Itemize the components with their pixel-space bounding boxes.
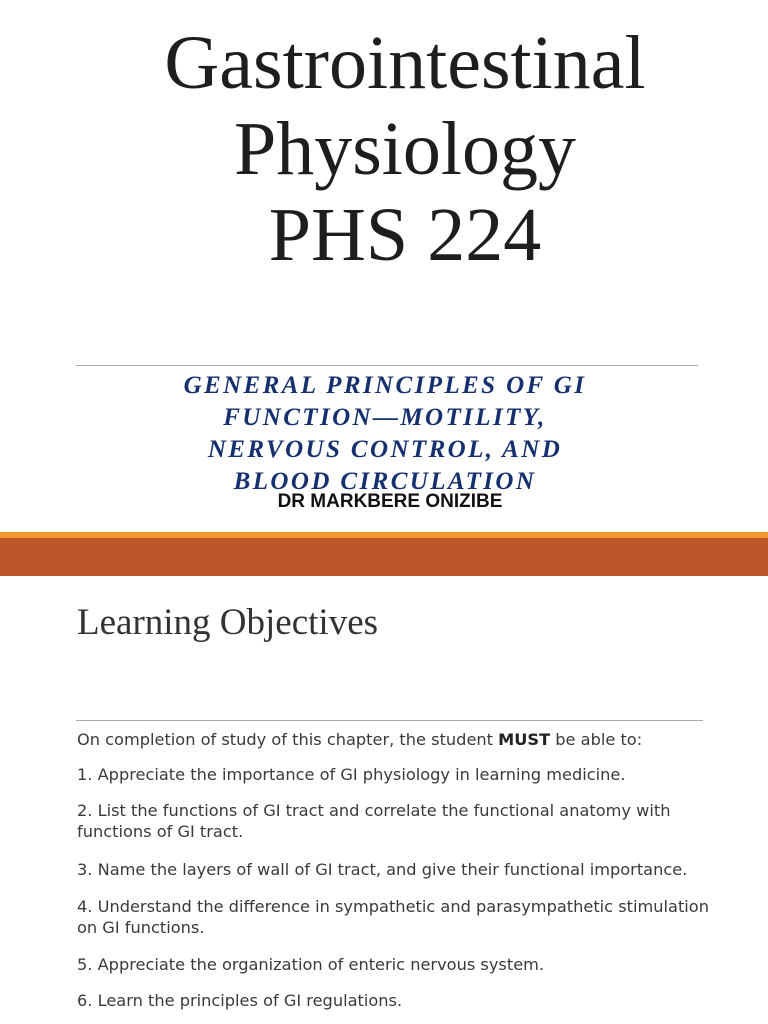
objectives-heading: Learning Objectives [77, 602, 379, 643]
objective-item-2: 2. List the functions of GI tract and correlate the functional anatomy with functions of GI tract. [77, 801, 671, 841]
intro-emphasis: MUST [498, 730, 551, 749]
slide-separator-band [0, 538, 768, 576]
intro-text-before: On completion of study of this chapter, the student [77, 730, 499, 749]
intro-text-after: be able to: [550, 730, 643, 749]
objective-item-3: 3. Name the layers of wall of GI tract, and give their functional importance. [77, 860, 688, 879]
subtitle-line-2: FUNCTION—MOTILITY, [223, 404, 547, 431]
slide-subtitle [130, 370, 640, 498]
slide-title [60, 20, 750, 278]
subtitle-line-1: GENERAL PRINCIPLES OF GI [183, 372, 587, 399]
objectives-intro [77, 729, 717, 750]
objective-item-1: 1. Appreciate the importance of GI physiology in learning medicine. [77, 765, 626, 784]
objective-item-4: 4. Understand the difference in sympathetic and parasympathetic stimulation on GI functions. [77, 897, 709, 937]
objective-item-6: 6. Learn the principles of GI regulations. [77, 991, 403, 1010]
title-line-2: Physiology [233, 107, 577, 191]
title-line-3: PHS 224 [268, 193, 542, 277]
title-divider [76, 365, 698, 366]
title-line-1: Gastrointestinal [164, 21, 646, 105]
author-name: DR MARKBERE ONIZIBE [277, 491, 503, 512]
objectives-divider [76, 720, 703, 721]
subtitle-line-4: BLOOD CIRCULATION [233, 468, 537, 495]
subtitle-line-3: NERVOUS CONTROL, AND [207, 436, 563, 463]
objective-item-5: 5. Appreciate the organization of enteric nervous system. [77, 955, 545, 974]
